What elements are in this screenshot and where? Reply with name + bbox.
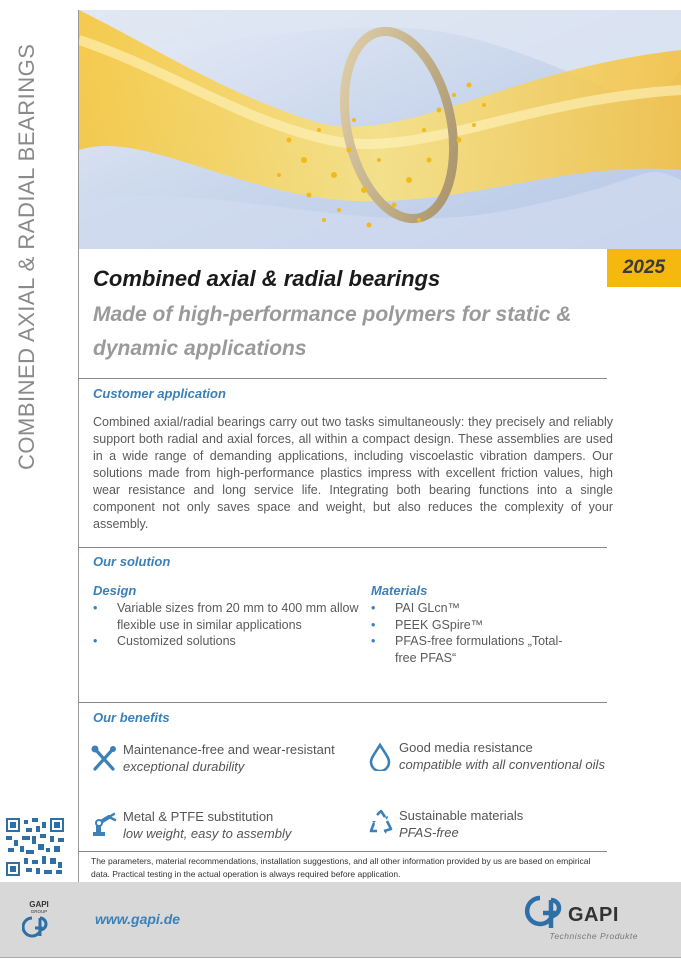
design-column (93, 583, 363, 650)
list-item: • PFAS-free formulations „Total-free PFAS“ (371, 633, 571, 666)
materials-title: Materials (371, 583, 428, 598)
bottom-divider (0, 957, 681, 958)
benefit-subtitle: compatible with all conventional oils (399, 757, 605, 772)
recycle-icon (367, 807, 395, 839)
materials-column (371, 583, 571, 666)
solution-heading: Our solution (93, 554, 171, 569)
materials-list (371, 600, 571, 666)
benefit-sustainable (367, 807, 523, 841)
svg-text:GROUP: GROUP (30, 909, 48, 914)
gapi-brand-logo (524, 894, 644, 944)
gapi-group-logo (22, 898, 56, 942)
qr-code-icon[interactable] (6, 818, 64, 876)
benefit-subtitle: exceptional durability (123, 759, 245, 774)
page-subtitle: Made of high-performance polymers for static & dynamic applications (93, 303, 572, 360)
customer-application-text: Combined axial/radial bearings carry out two tasks simultaneously: they precisely and reliably support both radial and axial forces, all within a compact design. These assemblies are used in a wide range of demanding applications, including viscoelastic vibration dampers. Our solutions made from high-performance plastics impress with excellent friction values, high wear resistance and long service life. Integrating both bearing functions into a single component not only saves space and weight, but also reduces the complexity of your assembly. (93, 415, 613, 531)
divider (79, 378, 607, 379)
divider (79, 702, 607, 703)
benefit-subtitle: low weight, easy to assembly (123, 826, 292, 841)
design-title: Design (93, 583, 137, 598)
brand-name: GAPI (568, 904, 619, 926)
benefit-media-resistance (367, 739, 605, 773)
gapi-logo-icon (524, 894, 566, 932)
brand-tagline: Technische Produkte (549, 931, 638, 941)
svg-text:GAPI: GAPI (29, 900, 49, 909)
list-item: • Customized solutions (93, 633, 363, 650)
disclaimer: The parameters, material recommendations, installation suggestions, and all other information provided by us are based on empirical data. Practical testing in the actual operation is always required before application. (91, 856, 591, 879)
divider (79, 547, 607, 548)
benefit-maintenance-free (91, 741, 335, 775)
footer (0, 882, 681, 957)
benefit-substitution (91, 808, 291, 842)
benefit-title: Maintenance-free and wear-resistant (123, 742, 335, 757)
design-list (93, 600, 363, 650)
benefit-title: Metal & PTFE substitution (123, 809, 274, 824)
hero-image (79, 10, 681, 249)
list-item: • Variable sizes from 20 mm to 400 mm allow flexible use in similar applications (93, 600, 363, 633)
benefit-title: Sustainable materials (399, 808, 524, 823)
wrench-screwdriver-icon (91, 741, 119, 773)
page-title: Combined axial & radial bearings (93, 266, 441, 291)
customer-application-heading: Customer application (93, 386, 226, 401)
website-link[interactable]: www.gapi.de (95, 911, 181, 927)
benefit-subtitle: PFAS-free (399, 825, 459, 840)
list-item: • PAI GLcn™ (371, 600, 571, 617)
benefits-heading: Our benefits (93, 710, 170, 725)
side-title: COMBINED AXIAL & RADIAL BEARINGS (14, 43, 39, 470)
benefit-title: Good media resistance (399, 740, 533, 755)
year-badge: 2025 (607, 249, 681, 287)
list-item: • PEEK GSpire™ (371, 617, 571, 634)
divider (79, 851, 607, 852)
robot-arm-icon (91, 808, 119, 840)
drop-icon (367, 739, 395, 771)
